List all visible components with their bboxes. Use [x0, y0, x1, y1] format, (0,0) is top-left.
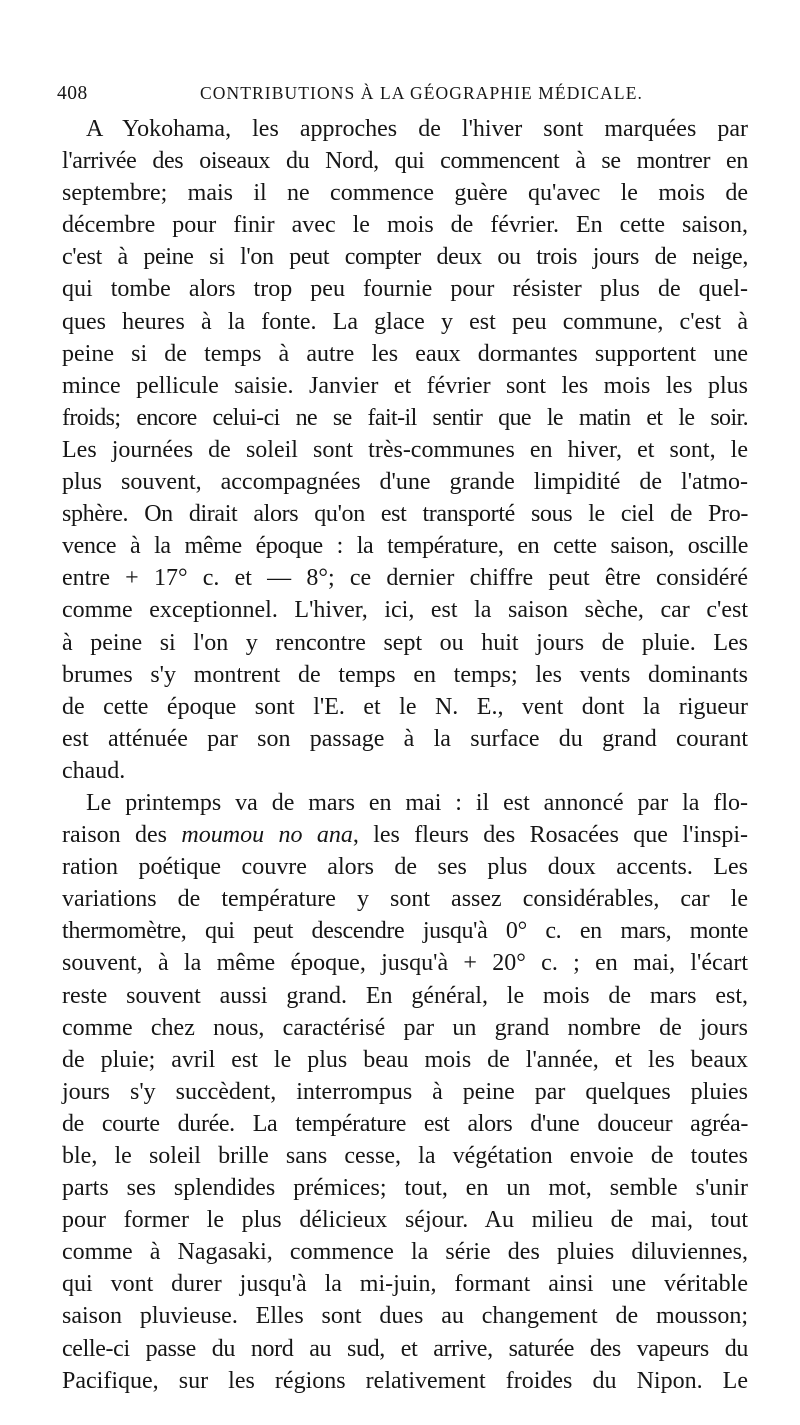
paragraph-1-line-7: ques heures à la fonte. La glace y est peu commune, c'est à: [62, 308, 748, 335]
paragraph-2-line-13: parts ses splendides prémices; tout, en un mot, semble s'unir: [62, 1175, 748, 1202]
paragraph-1-line-14: vence à la même époque : la température, en cette saison, oscille: [62, 533, 748, 560]
paragraph-2-line-4: variations de température y sont assez considérables, car le: [62, 886, 748, 913]
paragraph-2-line-9: de pluie; avril est le plus beau mois de l'année, et les beaux: [62, 1046, 748, 1073]
paragraph-1-line-17: à peine si l'on y rencontre sept ou huit jours de pluie. Les: [62, 629, 748, 656]
paragraph-2-line-19: Pacifique, sur les régions relativement froides du Nipon. Le: [62, 1367, 748, 1394]
paragraph-2-line-14: pour former le plus délicieux séjour. Au milieu de mai, tout: [62, 1207, 748, 1234]
paragraph-1-line-20: est atténuée par son passage à la surface du grand courant: [62, 725, 748, 752]
paragraph-2-line-5: thermomètre, qui peut descendre jusqu'à 0° c. en mars, monte: [62, 918, 748, 945]
paragraph-1-line-12: plus souvent, accompagnées d'une grande limpidité de l'atmo-: [62, 469, 748, 496]
paragraph-2-line-12: ble, le soleil brille sans cesse, la végétation envoie de toutes: [62, 1143, 748, 1169]
paragraph-1-line-2: l'arrivée des oiseaux du Nord, qui commencent à se montrer en: [62, 148, 748, 175]
paragraph-1-line-16: comme exceptionnel. L'hiver, ici, est la saison sèche, car c'est: [62, 597, 748, 624]
page-header: [57, 83, 745, 109]
paragraph-1-line-11: Les journées de soleil sont très-communes en hiver, et sont, le: [62, 436, 748, 463]
paragraph-1-line-13: sphère. On dirait alors qu'on est transporté sous le ciel de Pro-: [62, 501, 748, 528]
paragraph-2-line-8: comme chez nous, caractérisé par un grand nombre de jours: [62, 1014, 748, 1041]
paragraph-1-line-10: froids; encore celui-ci ne se fait-il sentir que le matin et le soir.: [62, 404, 748, 431]
paragraph-1-line-5: c'est à peine si l'on peut compter deux ou trois jours de neige,: [62, 244, 748, 271]
paragraph-1-line-3: septembre; mais il ne commence guère qu'avec le mois de: [62, 180, 748, 207]
paragraph-1-line-8: peine si de temps à autre les eaux dormantes supportent une: [62, 340, 748, 367]
paragraph-2-line-16: qui vont durer jusqu'à la mi-juin, formant ainsi une véritable: [62, 1271, 748, 1298]
paragraph-1-line-1: A Yokohama, les approches de l'hiver sont marquées par: [86, 116, 748, 142]
paragraph-1-line-21: chaud.: [62, 757, 126, 784]
paragraph-2-line-18: celle-ci passe du nord au sud, et arrive, saturée des vapeurs du: [62, 1335, 748, 1362]
body-text: [62, 113, 748, 1397]
paragraph-2-line-1: Le printemps va de mars en mai : il est annoncé par la flo-: [86, 789, 748, 816]
paragraph-2-line-2: [62, 819, 748, 851]
paragraph-2-line-17: saison pluvieuse. Elles sont dues au changement de mousson;: [62, 1303, 748, 1330]
page-number: 408: [57, 83, 88, 104]
paragraph-2-line-15: comme à Nagasaki, commence la série des pluies diluviennes,: [62, 1239, 748, 1266]
paragraph-1-line-4: décembre pour finir avec le mois de février. En cette saison,: [62, 212, 748, 239]
paragraph-2-line-11: de courte durée. La température est alors d'une douceur agréa-: [62, 1110, 748, 1137]
italic-term: moumou no ana: [181, 822, 353, 849]
paragraph-1-line-18: brumes s'y montrent de temps en temps; les vents dominants: [62, 661, 748, 688]
paragraph-1-line-9: mince pellicule saisie. Janvier et février sont les mois les plus: [62, 372, 748, 399]
running-title: CONTRIBUTIONS À LA GÉOGRAPHIE MÉDICALE.: [200, 83, 643, 103]
paragraph-2-line-6: souvent, à la même époque, jusqu'à + 20° c. ; en mai, l'écart: [62, 950, 748, 977]
paragraph-1-line-15: entre + 17° c. et — 8°; ce dernier chiffre peut être considéré: [62, 565, 748, 592]
paragraph-1-line-6: qui tombe alors trop peu fournie pour résister plus de quel-: [62, 276, 748, 303]
paragraph-1-line-19: de cette époque sont l'E. et le N. E., vent dont la rigueur: [62, 693, 748, 720]
paragraph-2-line-10: jours s'y succèdent, interrompus à peine par quelques pluies: [62, 1078, 748, 1105]
line-2-text-after: , les fleurs des Rosacées que l'inspi-: [352, 822, 748, 849]
paragraph-2-line-7: reste souvent aussi grand. En général, le mois de mars est,: [62, 982, 748, 1009]
line-2-text-before: raison des: [62, 822, 182, 849]
paragraph-2-line-3: ration poétique couvre alors de ses plus doux accents. Les: [62, 854, 748, 881]
